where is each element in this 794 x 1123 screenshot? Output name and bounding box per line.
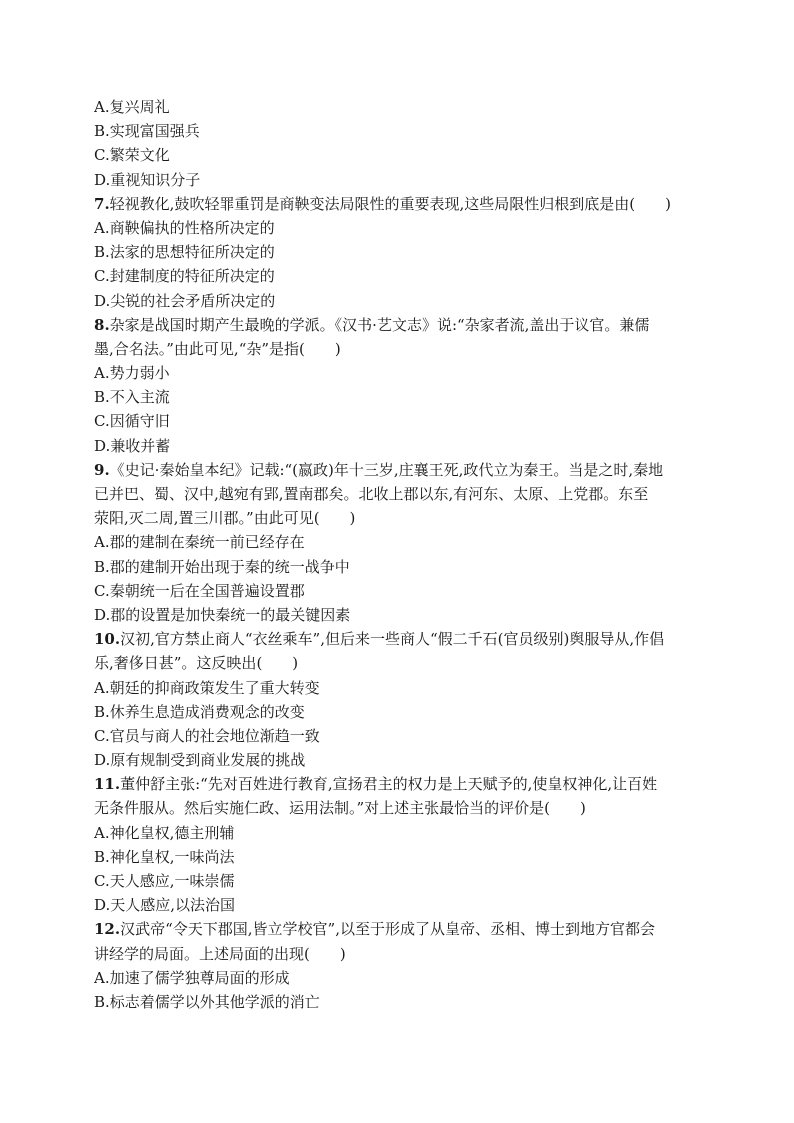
question-text: 《史记·秦始皇本纪》记载:“(嬴政)年十三岁,庄襄王死,政代立为秦王。当是之时,秦地 [109,460,664,479]
question-stem: 12.汉武帝“令天下郡国,皆立学校官”,以至于形成了从皇帝、丞相、博士到地方官都会 [94,920,655,939]
question-number: 9 [94,460,105,479]
question-text-continued: 乐,奢侈日甚”。这反映出( ) [94,654,299,673]
option: A.加速了儒学独尊局面的形成 [94,968,290,987]
question-stem: 11.董仲舒主张:“先对百姓进行教育,宣扬君主的权力是上天赋予的,使皇权神化,让百姓 [94,775,658,794]
option: A.商鞅偏执的性格所决定的 [94,218,275,237]
option: A.郡的建制在秦统一前已经存在 [94,533,305,552]
option: A.复兴周礼 [94,98,170,116]
option: C.封建制度的特征所决定的 [94,267,275,286]
option: A.神化皇权,德主刑辅 [94,823,235,842]
question-text: 杂家是战国时期产生最晚的学派。《汉书·艺文志》说:“杂家者流,盖出于议官。兼儒 [109,315,650,334]
question-number: 12 [94,920,115,939]
question-text: 轻视教化,鼓吹轻罪重罚是商鞅变法局限性的重要表现,这些局限性归根到底是由( ) [109,194,671,213]
option: D.重视知识分子 [94,170,201,189]
question-text-continued: 无条件服从。然后实施仁政、运用法制。”对上述主张最恰当的评价是( ) [94,799,586,818]
question-stem: 10.汉初,官方禁止商人“衣丝乘车”,但后来一些商人“假二千石(官员级别)舆服导从,作倡 [94,630,665,649]
option: D.兼收并蓄 [94,436,171,455]
option: C.繁荣文化 [94,146,170,165]
option: C.秦朝统一后在全国普遍设置郡 [94,581,305,600]
question-stem: 8.杂家是战国时期产生最晚的学派。《汉书·艺文志》说:“杂家者流,盖出于议官。兼儒 [94,315,650,334]
question-number: 7 [94,194,105,213]
question-text: 汉武帝“令天下郡国,皆立学校官”,以至于形成了从皇帝、丞相、博士到地方官都会 [120,920,655,939]
option: D.原有规制受到商业发展的挑战 [94,751,306,770]
question-stem: 9.《史记·秦始皇本纪》记载:“(嬴政)年十三岁,庄襄王死,政代立为秦王。当是之时,秦地 [94,460,664,479]
option: A.朝廷的抑商政策发生了重大转变 [94,678,320,697]
option: B.不入主流 [94,388,170,407]
question-text-continued: 墨,合名法。”由此可见,“杂”是指( ) [94,339,341,358]
question-text: 汉初,官方禁止商人“衣丝乘车”,但后来一些商人“假二千石(官员级别)舆服导从,作倡 [120,630,665,649]
option: D.尖锐的社会矛盾所决定的 [94,291,276,310]
question-number: 10 [94,630,115,649]
question-stem: 7.轻视教化,鼓吹轻罪重罚是商鞅变法局限性的重要表现,这些局限性归根到底是由( ) [94,194,671,213]
option: A.势力弱小 [94,364,170,383]
question-text-continued: 讲经学的局面。上述局面的出现( ) [94,944,346,963]
option: C.官员与商人的社会地位渐趋一致 [94,726,320,745]
question-text-continued: 荥阳,灭二周,置三川郡。”由此可见( ) [94,509,356,528]
option: B.实现富国强兵 [94,122,200,141]
option: D.天人感应,以法治国 [94,896,236,915]
option: B.法家的思想特征所决定的 [94,243,275,262]
option: C.天人感应,一味崇儒 [94,872,235,890]
option: D.郡的设置是加快秦统一的最关键因素 [94,605,351,624]
option: B.标志着儒学以外其他学派的消亡 [94,992,320,1011]
option: B.郡的建制开始出现于秦的统一战争中 [94,557,350,576]
option: B.休养生息造成消费观念的改变 [94,702,305,721]
question-number: 8 [94,315,105,334]
option: B.神化皇权,一味尚法 [94,847,235,866]
option: C.因循守旧 [94,412,170,431]
question-text-continued: 已并巴、蜀、汉中,越宛有郢,置南郡矣。北收上郡以东,有河东、太原、上党郡。东至 [94,485,649,503]
question-number: 11 [94,775,115,794]
question-text: 董仲舒主张:“先对百姓进行教育,宣扬君主的权力是上天赋予的,使皇权神化,让百姓 [120,775,658,794]
